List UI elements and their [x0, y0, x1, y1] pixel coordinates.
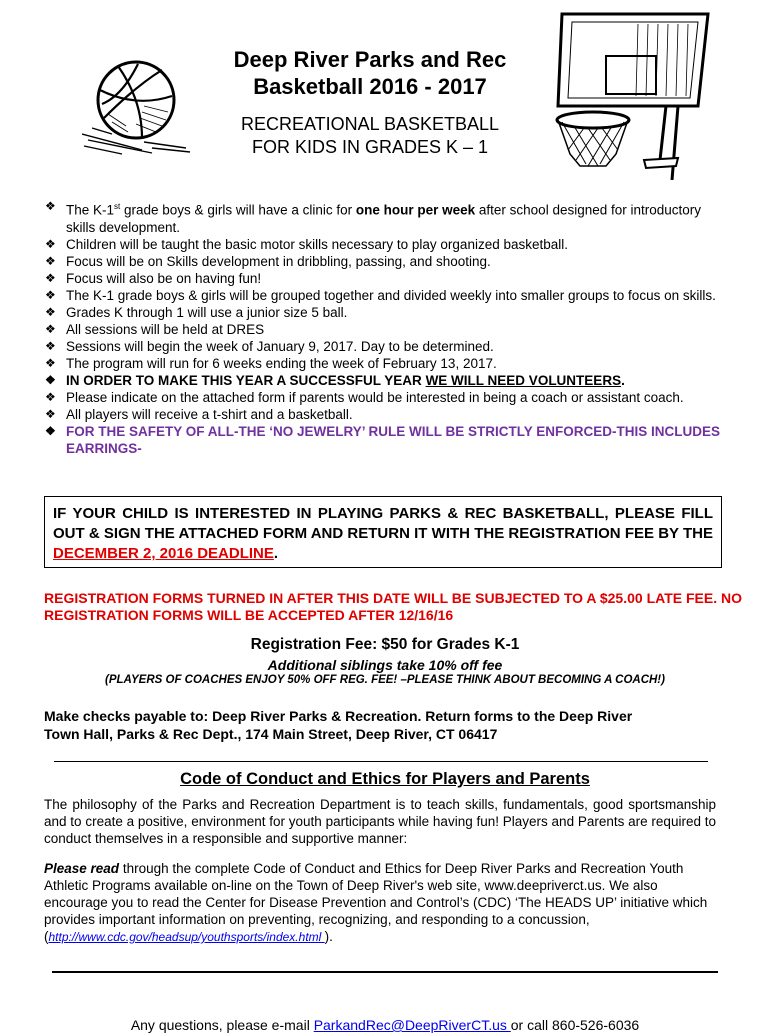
page-title	[200, 46, 540, 100]
subtitle-line-1: RECREATIONAL BASKETBALL	[240, 114, 500, 134]
diamond-bullet-icon: ❖	[45, 270, 56, 285]
title-line-1: Deep River Parks and Rec	[233, 47, 507, 72]
diamond-bullet-icon: ❖	[45, 372, 56, 387]
notice-text: IF YOUR CHILD IS INTERESTED IN PLAYING PARKS & REC BASKETBALL, PLEASE FILL OUT & SIGN THE ATTACHED FORM AND RETURN IT WITH THE REGISTRATION FEE BY THE	[53, 505, 713, 542]
diamond-bullet-icon: ❖	[45, 321, 56, 336]
divider	[54, 761, 708, 762]
diamond-bullet-icon: ❖	[45, 355, 56, 370]
list-item: ❖ All players will receive a t-shirt and a basketball.	[45, 406, 353, 422]
list-item: ❖ Children will be taught the basic motor skills necessary to play organized basketball.	[45, 236, 569, 252]
list-item: ❖ Grades K through 1 will use a junior size 5 ball.	[45, 304, 348, 320]
diamond-bullet-icon: ❖	[45, 253, 56, 268]
cdc-link[interactable]: http://www.cdc.gov/headsup/youthsports/index.html	[48, 930, 325, 944]
basketball-illustration	[82, 56, 192, 156]
diamond-bullet-icon: ❖	[45, 236, 56, 251]
list-item: ❖ Focus will be on Skills development in dribbling, passing, and shooting.	[45, 253, 491, 269]
page-subtitle	[200, 113, 540, 159]
code-of-conduct-heading: Code of Conduct and Ethics for Players and Parents	[180, 770, 590, 788]
title-line-2: Basketball 2016 - 2017	[253, 74, 487, 99]
diamond-bullet-icon: ❖	[45, 389, 56, 404]
basketball-hoop-illustration	[548, 10, 718, 180]
coach-discount: (PLAYERS OF COACHES ENJOY 50% OFF REG. FEE! –PLEASE THINK ABOUT BECOMING A COACH!)	[105, 674, 665, 686]
list-item: ❖ FOR THE SAFETY OF ALL-THE ‘NO JEWELRY’ RULE WILL BE STRICTLY ENFORCED-THIS INCLUDES EARRINGS-	[45, 423, 721, 456]
payment-instructions: Make checks payable to: Deep River Parks & Recreation. Return forms to the Deep River Town Hall, Parks & Rec Dept., 174 Main Street, Deep River, CT 06417	[44, 708, 633, 742]
list-item: ❖ Focus will also be on having fun!	[45, 270, 262, 286]
list-item: ❖ IN ORDER TO MAKE THIS YEAR A SUCCESSFUL YEAR WE WILL NEED VOLUNTEERS.	[45, 372, 625, 388]
deadline-text: DECEMBER 2, 2016 DEADLINE	[53, 545, 274, 562]
contact-footer: Any questions, please e-mail ParkandRec@DeepRiverCT.us or call 860-526-6036	[130, 1017, 640, 1033]
list-item: ❖ Please indicate on the attached form if parents would be interested in being a coach or assistant coach.	[45, 389, 684, 405]
registration-notice-box: IF YOUR CHILD IS INTERESTED IN PLAYING PARKS & REC BASKETBALL, PLEASE FILL OUT & SIGN THE ATTACHED FORM AND RETURN IT WITH THE REGISTRATION FEE BY THE DECEMBER 2, 2016 DEADLINE.	[44, 496, 722, 568]
list-item: ❖ The K-1 grade boys & girls will be grouped together and divided weekly into smaller groups to focus on skills.	[45, 287, 716, 303]
late-fee-warning: REGISTRATION FORMS TURNED IN AFTER THIS DATE WILL BE SUBJECTED TO A $25.00 LATE FEE. NO REGISTRATION FORMS WILL BE ACCEPTED AFTER 12/16/16	[44, 590, 742, 623]
diamond-bullet-icon: ❖	[45, 406, 56, 421]
list-item: ❖ All sessions will be held at DRES	[45, 321, 265, 337]
program-details-list	[45, 198, 725, 457]
please-read-paragraph: Please read through the complete Code of Conduct and Ethics for Deep River Parks and Recreation Youth Athletic Programs available on-line on the Town of Deep River's web site, www.deepriverct.us. We also encourage you to read the Center for Disease Prevention and Control’s (CDC) ‘The HEADS UP’ initiative which provides important information on preventing, recognizing, and responding to a concussion, (http://www.cdc.gov/headsup/youthsports/index.html ).	[44, 861, 708, 944]
list-item: ❖ The program will run for 6 weeks ending the week of February 13, 2017.	[45, 355, 497, 371]
diamond-bullet-icon: ❖	[45, 423, 56, 438]
divider	[52, 971, 718, 973]
diamond-bullet-icon: ❖	[45, 199, 56, 213]
registration-fee-heading: Registration Fee: $50 for Grades K-1	[250, 636, 520, 653]
email-link[interactable]: ParkandRec@DeepRiverCT.us	[313, 1017, 511, 1033]
code-of-conduct-paragraph: The philosophy of the Parks and Recreation Department is to teach skills, fundamentals, good sportsmanship and to create a positive, environment for youth participants while having fun! Players and Parents are required to conduct themselves in a responsible and supportive manner:	[44, 797, 716, 846]
list-item: ❖ The K-1st grade boys & girls will have a clinic for one hour per week after school designed for introductory skills development.	[45, 199, 702, 235]
diamond-bullet-icon: ❖	[45, 338, 56, 353]
subtitle-line-2: FOR KIDS IN GRADES K – 1	[251, 137, 489, 157]
diamond-bullet-icon: ❖	[45, 287, 56, 302]
diamond-bullet-icon: ❖	[45, 304, 56, 319]
sibling-discount: Additional siblings take 10% off fee	[267, 657, 503, 673]
list-item: ❖ Sessions will begin the week of January 9, 2017. Day to be determined.	[45, 338, 494, 354]
